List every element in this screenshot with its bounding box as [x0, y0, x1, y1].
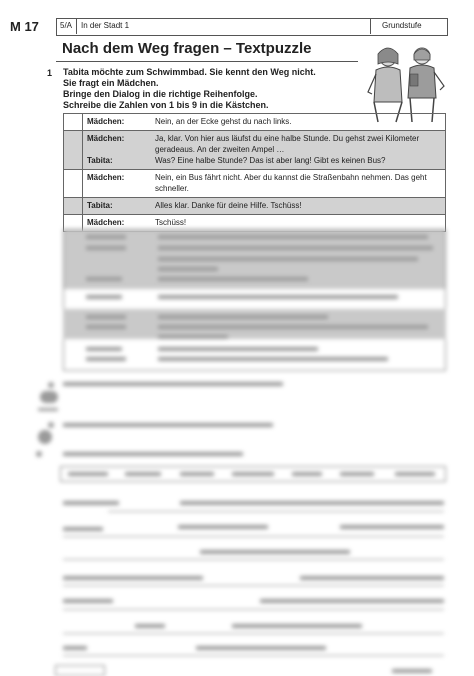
dialog-text: Was? Eine halbe Stunde? Das ist aber lang! Gibt es keinen Bus? — [155, 156, 386, 165]
number-box[interactable] — [64, 198, 83, 214]
speaker: Mädchen: — [87, 134, 125, 143]
dialog-row — [63, 113, 446, 131]
class-label: 5/A — [60, 21, 73, 30]
instruction-line: Bringe den Dialog in die richtige Reihenfolge. — [63, 89, 258, 99]
number-box[interactable] — [64, 114, 83, 130]
number-box[interactable] — [64, 131, 83, 169]
speaker: Tabita: — [87, 201, 113, 210]
instruction-line: Sie fragt ein Mädchen. — [63, 78, 159, 88]
dialog-table — [63, 113, 446, 232]
header-divider — [76, 18, 77, 34]
topic-label: In der Stadt 1 — [81, 21, 130, 30]
instruction-line: Schreibe die Zahlen von 1 bis 9 in die Kästchen. — [63, 100, 269, 110]
header-divider — [370, 18, 371, 34]
title-underline — [56, 61, 358, 62]
exercise-instructions — [63, 67, 316, 111]
blurred-content — [0, 225, 474, 670]
number-box[interactable] — [64, 170, 83, 197]
page-title: Nach dem Weg fragen – Textpuzzle — [62, 40, 312, 57]
exercise-number: 1 — [47, 68, 53, 78]
dialog-text: Nein, ein Bus fährt nicht. Aber du kannst die Straßenbahn nehmen. Das geht schneller. — [155, 173, 427, 193]
dialog-text: Nein, an der Ecke gehst du nach links. — [155, 117, 292, 126]
dialog-row — [63, 170, 446, 198]
instruction-line: Tabita möchte zum Schwimmbad. Sie kennt den Weg nicht. — [63, 67, 316, 77]
dialog-row — [63, 198, 446, 215]
dialog-row — [63, 131, 446, 170]
speaker: Mädchen: — [87, 218, 125, 227]
speaker: Tabita: — [87, 156, 113, 165]
dialog-text: Ja, klar. Von hier aus läufst du eine halbe Stunde. Du gehst zwei Kilometer geradeaus. An der zweiten Ampel … — [155, 134, 420, 154]
worksheet-code: M 17 — [10, 19, 39, 34]
dialog-text: Tschüss! — [155, 218, 187, 227]
dialog-text: Alles klar. Danke für deine Hilfe. Tschüss! — [155, 201, 302, 210]
speaker: Mädchen: — [87, 117, 125, 126]
level-label: Grundstufe — [382, 21, 422, 30]
speaker: Mädchen: — [87, 173, 125, 182]
people-illustration — [362, 40, 448, 124]
